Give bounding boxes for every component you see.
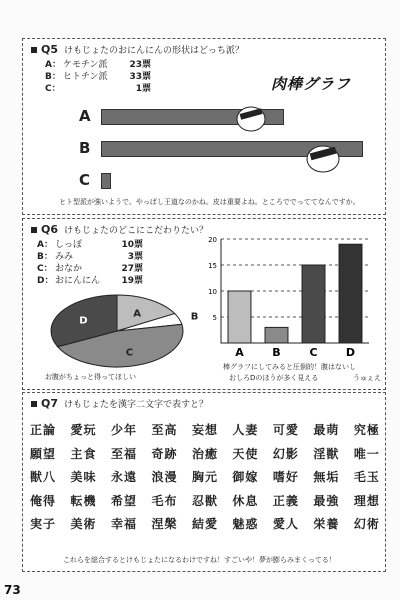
word-item: 唯一 bbox=[353, 446, 380, 461]
pie-label-d: D bbox=[79, 315, 88, 327]
word-item: 胸元 bbox=[191, 470, 218, 485]
q5-bar-label-c: C bbox=[79, 171, 91, 189]
q5-answer-list bbox=[45, 59, 151, 95]
word-item: 幻術 bbox=[353, 517, 380, 532]
word-item: 愛玩 bbox=[70, 423, 97, 438]
q6-bar-caption-1: 棒グラフにしてみると圧倒的！腹はないし bbox=[223, 363, 356, 371]
word-item: 奇跡 bbox=[151, 446, 178, 461]
word-item: 希望 bbox=[110, 493, 137, 508]
q6-answer-b: B： みみ 3票 bbox=[37, 252, 143, 262]
word-item: 俺得 bbox=[30, 493, 57, 508]
pie-label-c: C bbox=[125, 347, 134, 359]
word-item: 嗜好 bbox=[272, 470, 299, 485]
q6-answer-d: D： おにんにん 19票 bbox=[37, 276, 143, 286]
q6-answer-a: A： しっぽ 10票 bbox=[37, 240, 143, 250]
bar-c bbox=[302, 265, 325, 343]
x-tick-label: A bbox=[235, 346, 244, 359]
word-item: 少年 bbox=[110, 423, 137, 438]
word-item: 涅槃 bbox=[151, 517, 178, 532]
q6-answer-c: C： おなか 27票 bbox=[37, 264, 143, 274]
word-item: 至高 bbox=[151, 423, 178, 438]
word-item: 毛布 bbox=[151, 493, 178, 508]
word-item: 御嫁 bbox=[232, 470, 259, 485]
word-item: 願望 bbox=[30, 446, 57, 461]
word-item: 主食 bbox=[70, 446, 97, 461]
word-item: 人妻 bbox=[232, 423, 259, 438]
q5-bar-c bbox=[101, 173, 111, 189]
word-item: 栄養 bbox=[313, 517, 340, 532]
word-item: 転機 bbox=[70, 493, 97, 508]
x-tick-label: B bbox=[272, 346, 281, 359]
word-item: 妄想 bbox=[191, 423, 218, 438]
word-row bbox=[30, 442, 380, 466]
q5-deco-title: 肉棒グラフ bbox=[271, 75, 352, 93]
q6-bar-chart bbox=[199, 231, 375, 361]
bullet-square-icon bbox=[31, 47, 37, 53]
q5-question: けもじょたのおにんにんの形状はどっち派？ bbox=[64, 46, 244, 56]
word-item: 美術 bbox=[70, 517, 97, 532]
word-item: 正義 bbox=[272, 493, 299, 508]
q5-answer-c: C： 1票 bbox=[45, 84, 151, 94]
word-item: 永遠 bbox=[110, 470, 137, 485]
word-row bbox=[30, 489, 380, 513]
word-item: 浪漫 bbox=[151, 470, 178, 485]
q7-caption: これらを総合するとけもじょたになるわけですね！すごいや！夢が膨らみまくってる！ bbox=[63, 556, 336, 564]
q5-panel bbox=[22, 38, 386, 215]
word-item: 休息 bbox=[232, 493, 259, 508]
y-tick-label: 20 bbox=[208, 236, 217, 244]
q5-caption: ヒト型派が強いようで。やっぱし王道なのかね。皮は重要よね。ところででっててなんですか。 bbox=[59, 198, 360, 206]
word-item: 至福 bbox=[110, 446, 137, 461]
q5-label: Q5 bbox=[41, 43, 59, 56]
q6-answer-list bbox=[37, 239, 143, 287]
word-item: 獣八 bbox=[30, 470, 57, 485]
pie-label-a: A bbox=[133, 308, 141, 320]
x-tick-label: D bbox=[345, 346, 356, 359]
q5-answer-b: B： ヒトチン派 33票 bbox=[45, 72, 151, 82]
word-item: 実子 bbox=[30, 517, 57, 532]
word-item: 忍獣 bbox=[191, 493, 218, 508]
q6-question: けもじょたのどこにこだわりたい？ bbox=[64, 226, 209, 236]
q6-bar-caption-2: おしろDのほうが多く見える bbox=[229, 374, 319, 382]
word-item: 無垢 bbox=[313, 470, 340, 485]
word-item: 理想 bbox=[353, 493, 380, 508]
word-item: 幸福 bbox=[110, 517, 137, 532]
word-item: 美味 bbox=[70, 470, 97, 485]
bullet-square-icon bbox=[31, 227, 37, 233]
word-item: 結愛 bbox=[191, 517, 218, 532]
q6-label: Q6 bbox=[41, 223, 59, 236]
q6-pie-caption: お腹がちょっと得ってほしい bbox=[45, 373, 136, 381]
y-tick-label: 10 bbox=[208, 288, 217, 296]
word-item: 毛玉 bbox=[353, 470, 380, 485]
bullet-square-icon bbox=[31, 401, 37, 407]
q5-heading bbox=[31, 43, 244, 56]
x-tick-label: C bbox=[309, 346, 318, 359]
word-row bbox=[30, 465, 380, 489]
bar-d bbox=[339, 244, 362, 343]
word-item: 究極 bbox=[353, 423, 380, 438]
q5-bar-label-a: A bbox=[79, 107, 91, 125]
q7-question: けもじょたを漢字二文字で表すと？ bbox=[64, 400, 209, 410]
q7-heading bbox=[31, 397, 208, 410]
q6-pie-chart bbox=[37, 291, 197, 371]
character-illustration bbox=[223, 93, 373, 189]
word-item: 最強 bbox=[313, 493, 340, 508]
bar-b bbox=[265, 327, 288, 343]
q6-panel bbox=[22, 218, 386, 390]
word-item: 最萌 bbox=[313, 423, 340, 438]
word-item: 淫獣 bbox=[313, 446, 340, 461]
word-item: 幻影 bbox=[272, 446, 299, 461]
q6-bar-caption-3: うゅぇえ bbox=[353, 374, 381, 382]
word-item: 愛人 bbox=[272, 517, 299, 532]
q5-answer-a: A： ケモチン派 23票 bbox=[45, 60, 151, 70]
word-item: 可愛 bbox=[272, 423, 299, 438]
y-tick-label: 15 bbox=[208, 262, 217, 270]
word-item: 天使 bbox=[232, 446, 259, 461]
q6-heading bbox=[31, 223, 208, 236]
bar-a bbox=[228, 291, 251, 343]
word-row bbox=[30, 418, 380, 442]
pie-label-b: B bbox=[190, 311, 199, 323]
q5-bar-label-b: B bbox=[79, 139, 91, 157]
q7-word-grid bbox=[30, 418, 380, 536]
page-number: 73 bbox=[4, 583, 21, 597]
word-item: 正論 bbox=[30, 423, 57, 438]
q7-label: Q7 bbox=[41, 397, 59, 410]
word-item: 魅惑 bbox=[232, 517, 259, 532]
y-tick-label: 5 bbox=[212, 314, 217, 322]
word-item: 治癒 bbox=[191, 446, 218, 461]
word-row bbox=[30, 512, 380, 536]
